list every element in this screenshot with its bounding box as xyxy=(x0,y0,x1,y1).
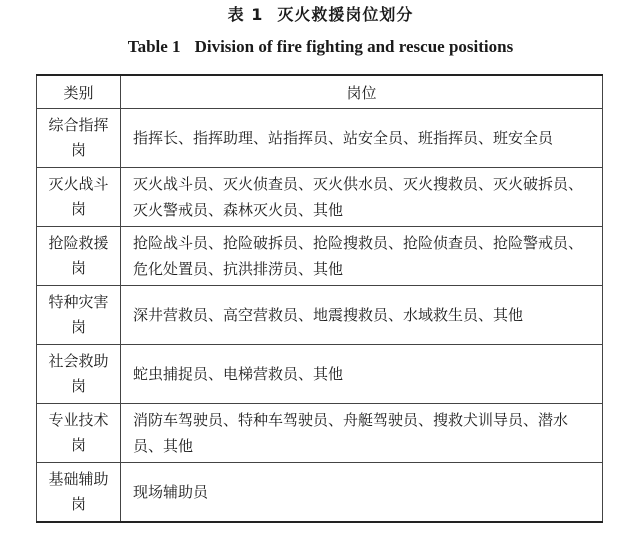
table-number-cn: 表 1 xyxy=(227,5,264,24)
positions-cell: 灭火战斗员、灭火侦查员、灭火供水员、灭火搜救员、灭火破拆员、灭火警戒员、森林灭火员、其他 xyxy=(121,168,603,227)
header-category: 类别 xyxy=(37,75,121,109)
table-row xyxy=(37,286,603,345)
table-row xyxy=(37,227,603,286)
table-title-cn: 灭火救援岗位划分 xyxy=(277,5,414,24)
positions-cell: 消防车驾驶员、特种车驾驶员、舟艇驾驶员、搜救犬训导员、潜水员、其他 xyxy=(121,404,603,463)
table-row xyxy=(37,463,603,523)
table-title-en: Division of fire fighting and rescue positions xyxy=(194,37,514,56)
category-cell: 社会救助岗 xyxy=(37,345,121,404)
positions-cell: 抢险战斗员、抢险破拆员、抢险搜救员、抢险侦查员、抢险警戒员、危化处置员、抗洪排涝员、其他 xyxy=(121,227,603,286)
table-row xyxy=(37,168,603,227)
header-positions: 岗位 xyxy=(121,75,603,109)
positions-cell: 现场辅助员 xyxy=(121,463,603,523)
positions-cell: 指挥长、指挥助理、站指挥员、站安全员、班指挥员、班安全员 xyxy=(121,109,603,168)
category-cell: 基础辅助岗 xyxy=(37,463,121,523)
table-number-en: Table 1 xyxy=(127,37,181,56)
category-cell: 灭火战斗岗 xyxy=(37,168,121,227)
table-row xyxy=(37,109,603,168)
positions-table xyxy=(36,74,603,523)
table-caption-english xyxy=(0,37,641,57)
category-cell: 抢险救援岗 xyxy=(37,227,121,286)
category-cell: 特种灾害岗 xyxy=(37,286,121,345)
category-cell: 综合指挥岗 xyxy=(37,109,121,168)
positions-cell: 蛇虫捕捉员、电梯营救员、其他 xyxy=(121,345,603,404)
category-cell: 专业技术岗 xyxy=(37,404,121,463)
table-row xyxy=(37,404,603,463)
table-row xyxy=(37,345,603,404)
table-header-row xyxy=(37,75,603,109)
positions-cell: 深井营救员、高空营救员、地震搜救员、水域救生员、其他 xyxy=(121,286,603,345)
table-caption-chinese xyxy=(0,4,641,26)
